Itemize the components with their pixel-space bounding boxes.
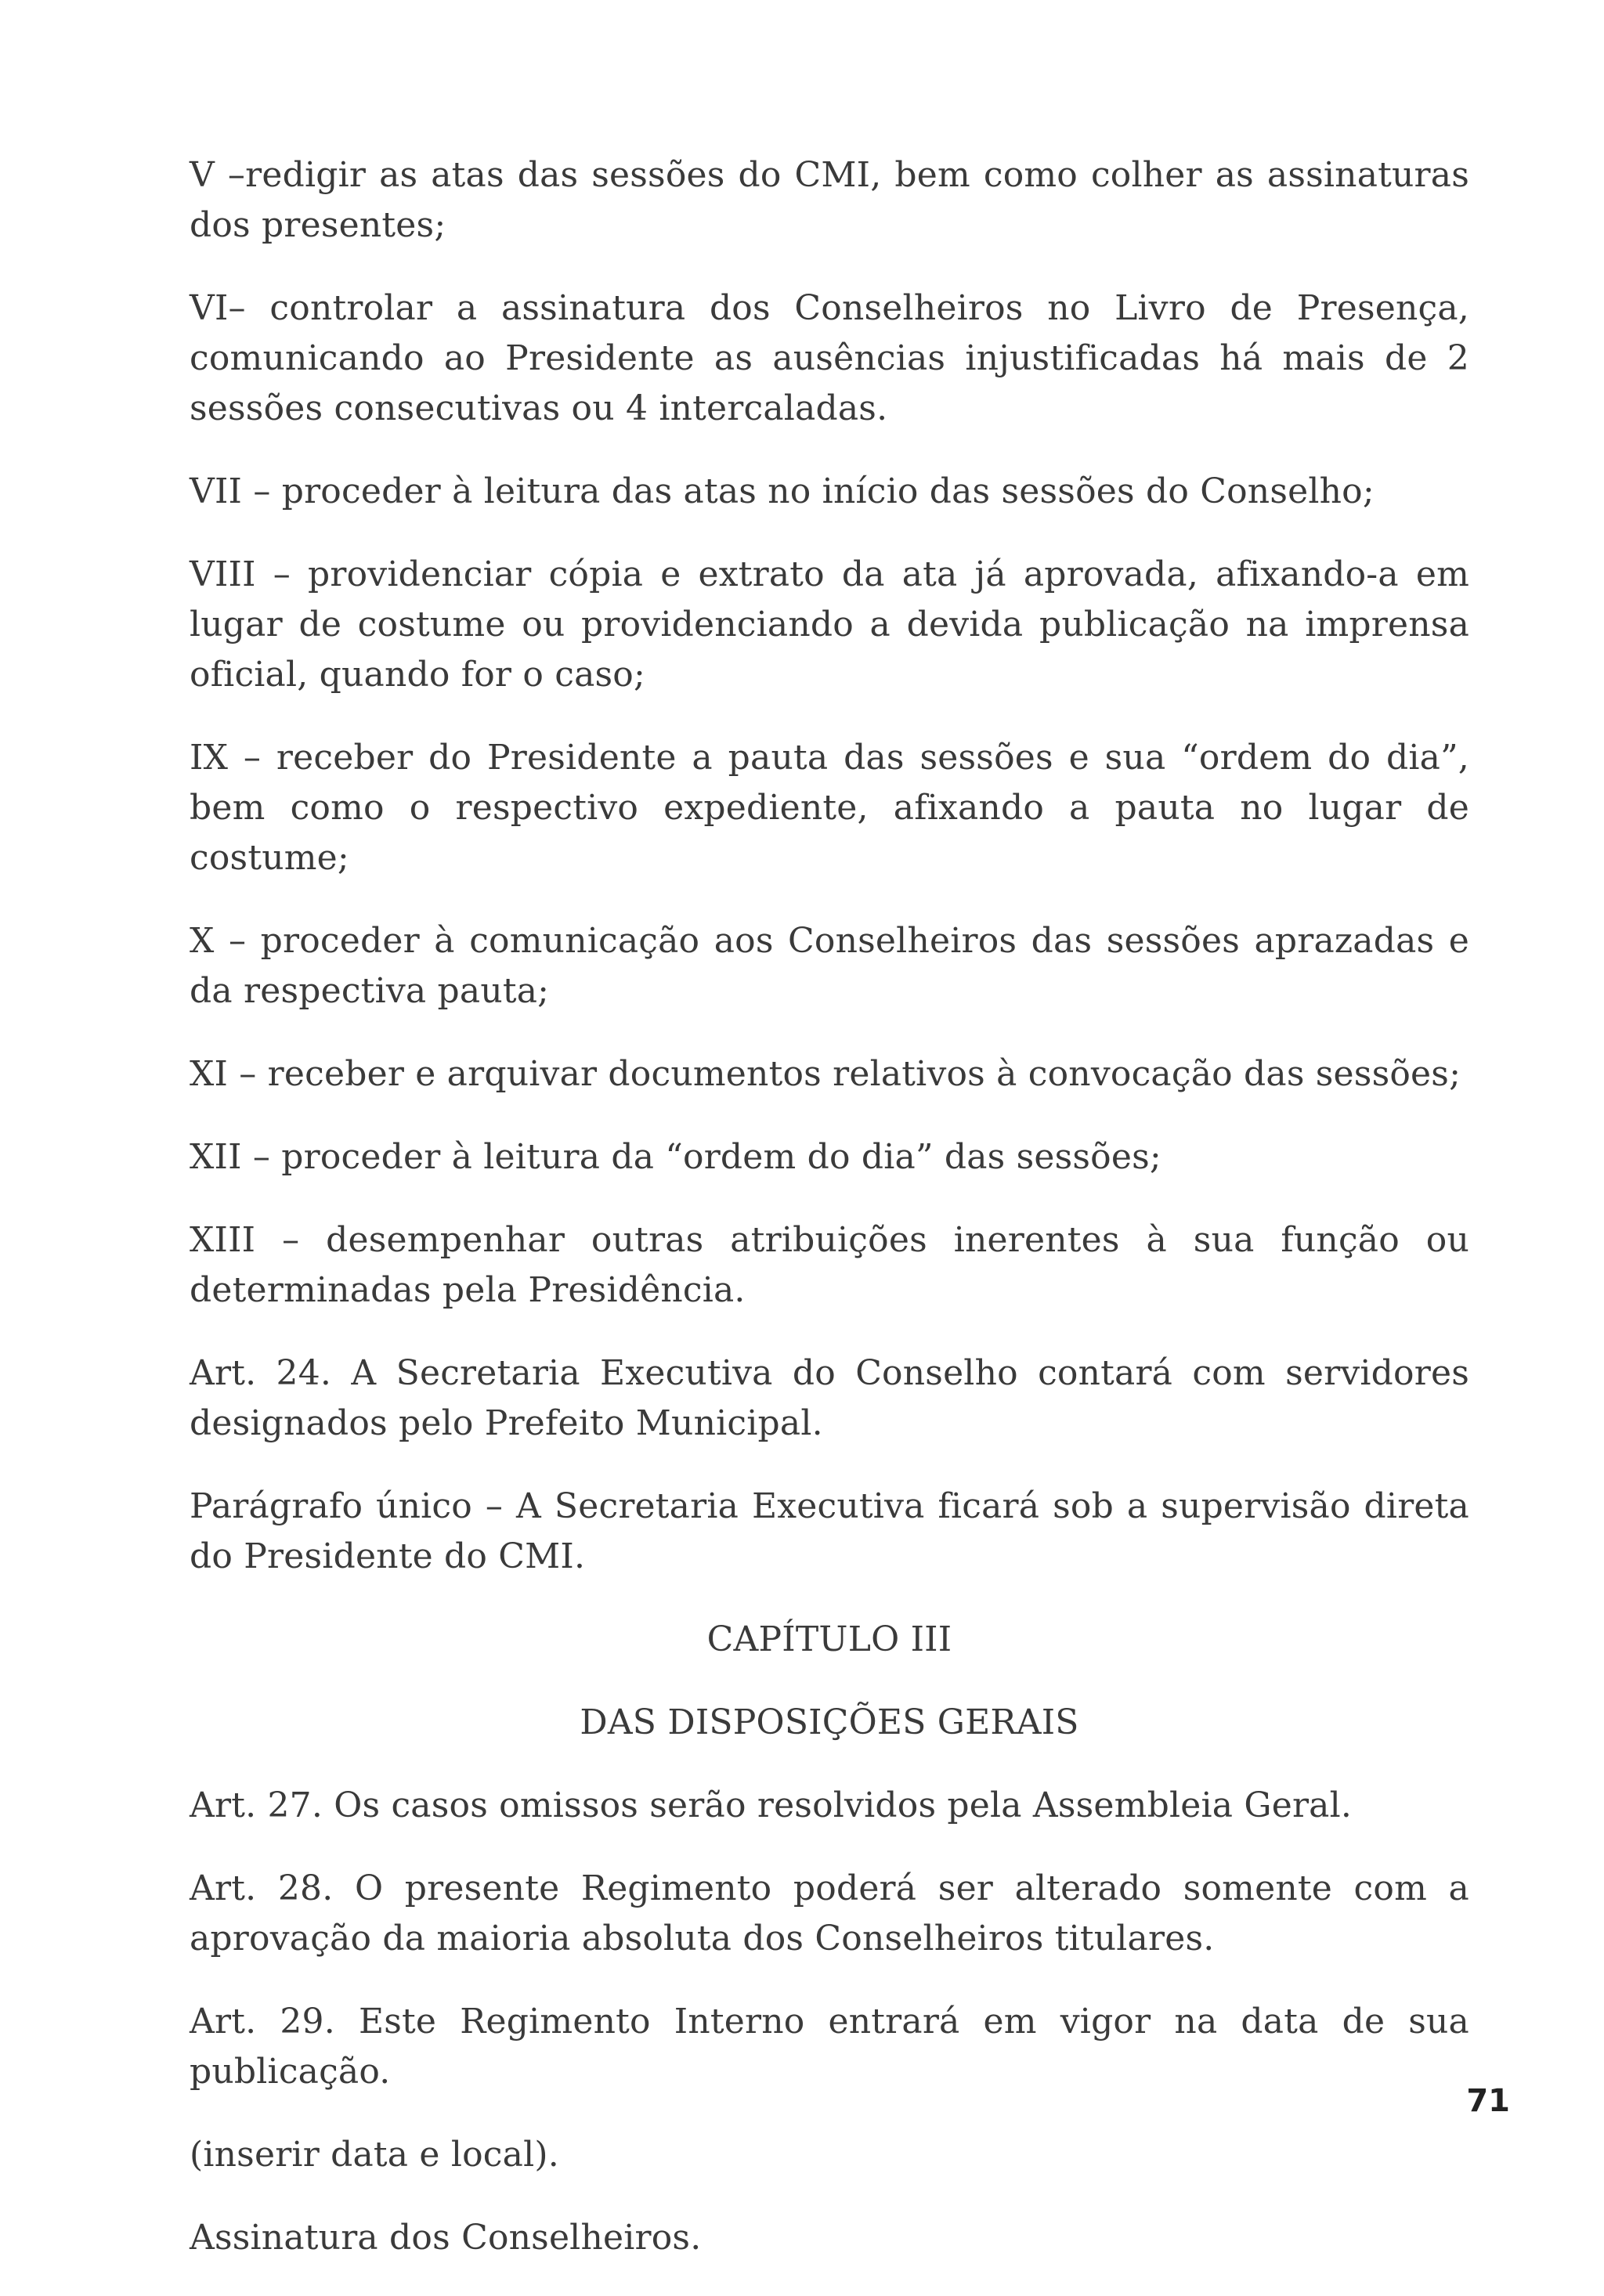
paragraph-item-vii: VII – proceder à leitura das atas no início das sessões do Conselho; [190,471,1375,511]
page-number: 71 [1466,2083,1510,2119]
chapter-subtitle: DAS DISPOSIÇÕES GERAIS [580,1702,1079,1742]
chapter-title: CAPÍTULO III [706,1619,952,1659]
paragraph-item-viii: VIII – providenciar cópia e extrato da ata já aprovada, afixando-a em lugar de costume ou providenciando a devida publicação na imprensa oficial, quando for o caso; [190,554,1469,695]
paragraph-item-xi: XI – receber e arquivar documentos relativos à convocação das sessões; [190,1054,1461,1094]
paragraph-item-v: V –redigir as atas das sessões do CMI, bem como colher as assinaturas dos presentes; [190,155,1469,245]
paragraph-art-27: Art. 27. Os casos omissos serão resolvidos pela Assembleia Geral. [190,1785,1353,1825]
document-body [190,150,1469,2296]
paragraph-item-xii: XII – proceder à leitura da “ordem do dia” das sessões; [190,1137,1161,1177]
paragraph-art-29: Art. 29. Este Regimento Interno entrará em vigor na data de sua publicação. [190,2002,1469,2092]
paragraph-item-x: X – proceder à comunicação aos Conselheiros das sessões aprazadas e da respectiva pauta; [190,921,1469,1011]
paragraph-art-24: Art. 24. A Secretaria Executiva do Conselho contará com servidores designados pelo Prefeito Municipal. [190,1353,1469,1443]
paragraph-date-place: (inserir data e local). [190,2135,559,2175]
paragraph-item-xiii: XIII – desempenhar outras atribuições inerentes à sua função ou determinadas pela Presidência. [190,1220,1469,1310]
paragraph-paragrafo-unico: Parágrafo único – A Secretaria Executiva ficará sob a supervisão direta do Presidente do CMI. [190,1486,1469,1576]
paragraph-art-28: Art. 28. O presente Regimento poderá ser alterado somente com a aprovação da maioria absoluta dos Conselheiros titulares. [190,1868,1469,1958]
paragraph-signatures: Assinatura dos Conselheiros. [190,2218,702,2258]
paragraph-item-ix: IX – receber do Presidente a pauta das sessões e sua “ordem do dia”, bem como o respectivo expediente, afixando a pauta no lugar de costume; [190,738,1469,878]
paragraph-item-vi: VI– controlar a assinatura dos Conselheiros no Livro de Presença, comunicando ao Presidente as ausências injustificadas há mais de 2 sessões consecutivas ou 4 intercaladas. [190,288,1469,428]
